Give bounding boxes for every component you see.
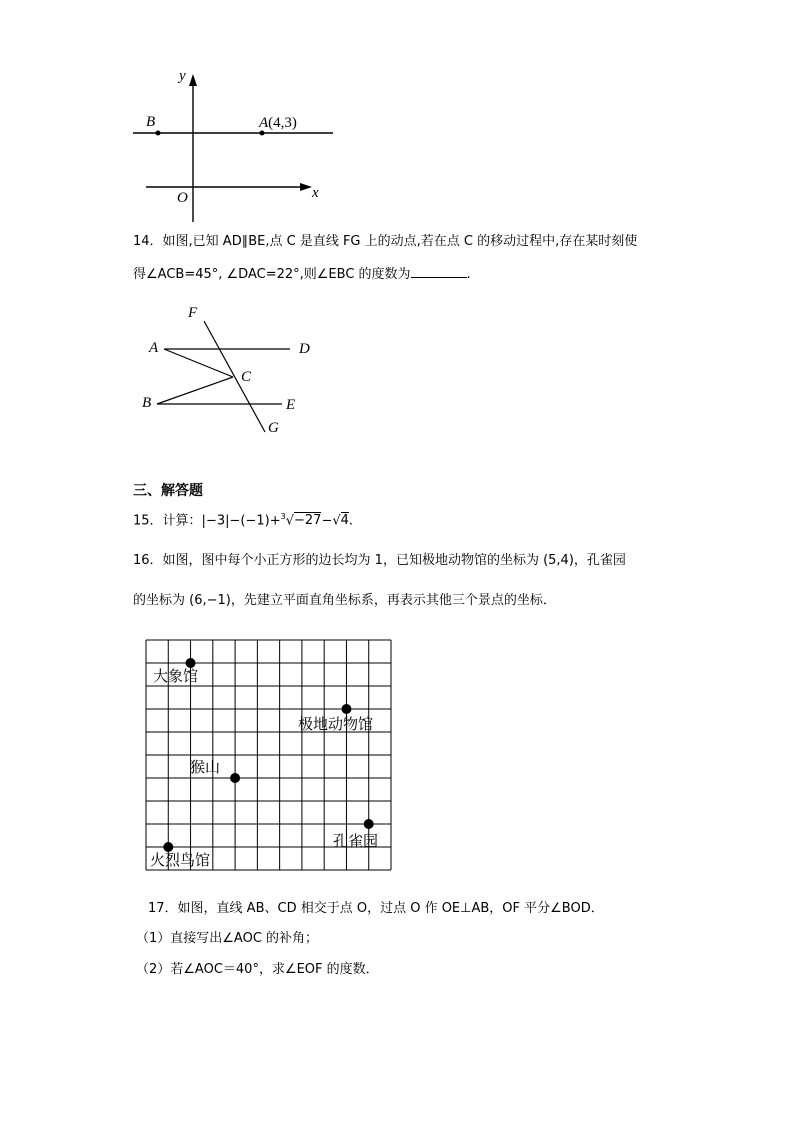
fig2-label-e: E [286, 397, 296, 413]
q15-prefix: 15．计算： [133, 513, 202, 529]
q15-minus: − [321, 513, 333, 529]
fig2-label-c: C [241, 369, 252, 385]
fig2-label-g: G [268, 420, 279, 436]
q15-minus-part: −(−1) [229, 513, 270, 529]
section-title: 三、解答题 [133, 483, 203, 499]
q14-line1: 14．如图,已知 AD∥BE,点 C 是直线 FG 上的动点,若在点 C 的移动过程中,存在某时刻使 [133, 234, 638, 249]
polar-dot [341, 704, 351, 714]
fig2-label-d: D [299, 341, 310, 357]
fig2-label-b: B [142, 395, 152, 411]
axis-x-label: x [312, 185, 319, 201]
q15-sqrt-radical: √ [332, 513, 341, 529]
label-elephant: 大象馆 [153, 667, 199, 685]
q15-sqrt-value: 4 [340, 513, 349, 529]
point-b-label: B [146, 114, 156, 130]
q16-line2: 的坐标为 (6,−1)，先建立平面直角坐标系，再表示其他三个景点的坐标． [133, 593, 556, 608]
axis-y-label: y [179, 68, 186, 84]
q14-line2-text: 得∠ACB=45°, ∠DAC=22°,则∠EBC 的度数为 [133, 267, 411, 282]
q15-abs-value: −3 [205, 513, 226, 529]
q15-end: . [348, 513, 354, 529]
fig2-label-a: A [149, 340, 159, 356]
q15-cbrt-radical: √ [285, 513, 294, 529]
q17-part1: （1）直接写出∠AOC 的补角； [136, 931, 319, 946]
q15-cbrt-value: −27 [294, 513, 322, 529]
point-a-letter: A [259, 115, 269, 131]
q17-part2: （2）若∠AOC＝40°，求∠EOF 的度数． [136, 962, 379, 977]
label-peacock: 孔雀园 [333, 832, 379, 850]
monkey-dot [230, 773, 240, 783]
fig2-label-f: F [188, 305, 198, 321]
q15-plus: + [269, 513, 281, 529]
point-a-coordinates: (4,3) [268, 115, 297, 131]
q15-abs-close: | [225, 513, 230, 529]
q15-abs-open: | [201, 513, 206, 529]
label-polar: 极地动物馆 [298, 715, 374, 733]
origin-label: O [177, 190, 188, 206]
q15-cbrt-index: 3 [280, 512, 286, 521]
label-monkey: 猴山 [190, 758, 221, 776]
q17-line1: 17．如图，直线 AB、CD 相交于点 O，过点 O 作 OE⊥AB，OF 平分∠BOD． [148, 901, 604, 916]
q14-line2-end: . [466, 267, 471, 282]
q16-line1: 16．如图，图中每个小正方形的边长均为 1，已知极地动物馆的坐标为 (5,4)，孔雀园 [133, 553, 626, 568]
label-flamingo: 火烈鸟馆 [150, 851, 211, 869]
peacock-dot [364, 819, 374, 829]
